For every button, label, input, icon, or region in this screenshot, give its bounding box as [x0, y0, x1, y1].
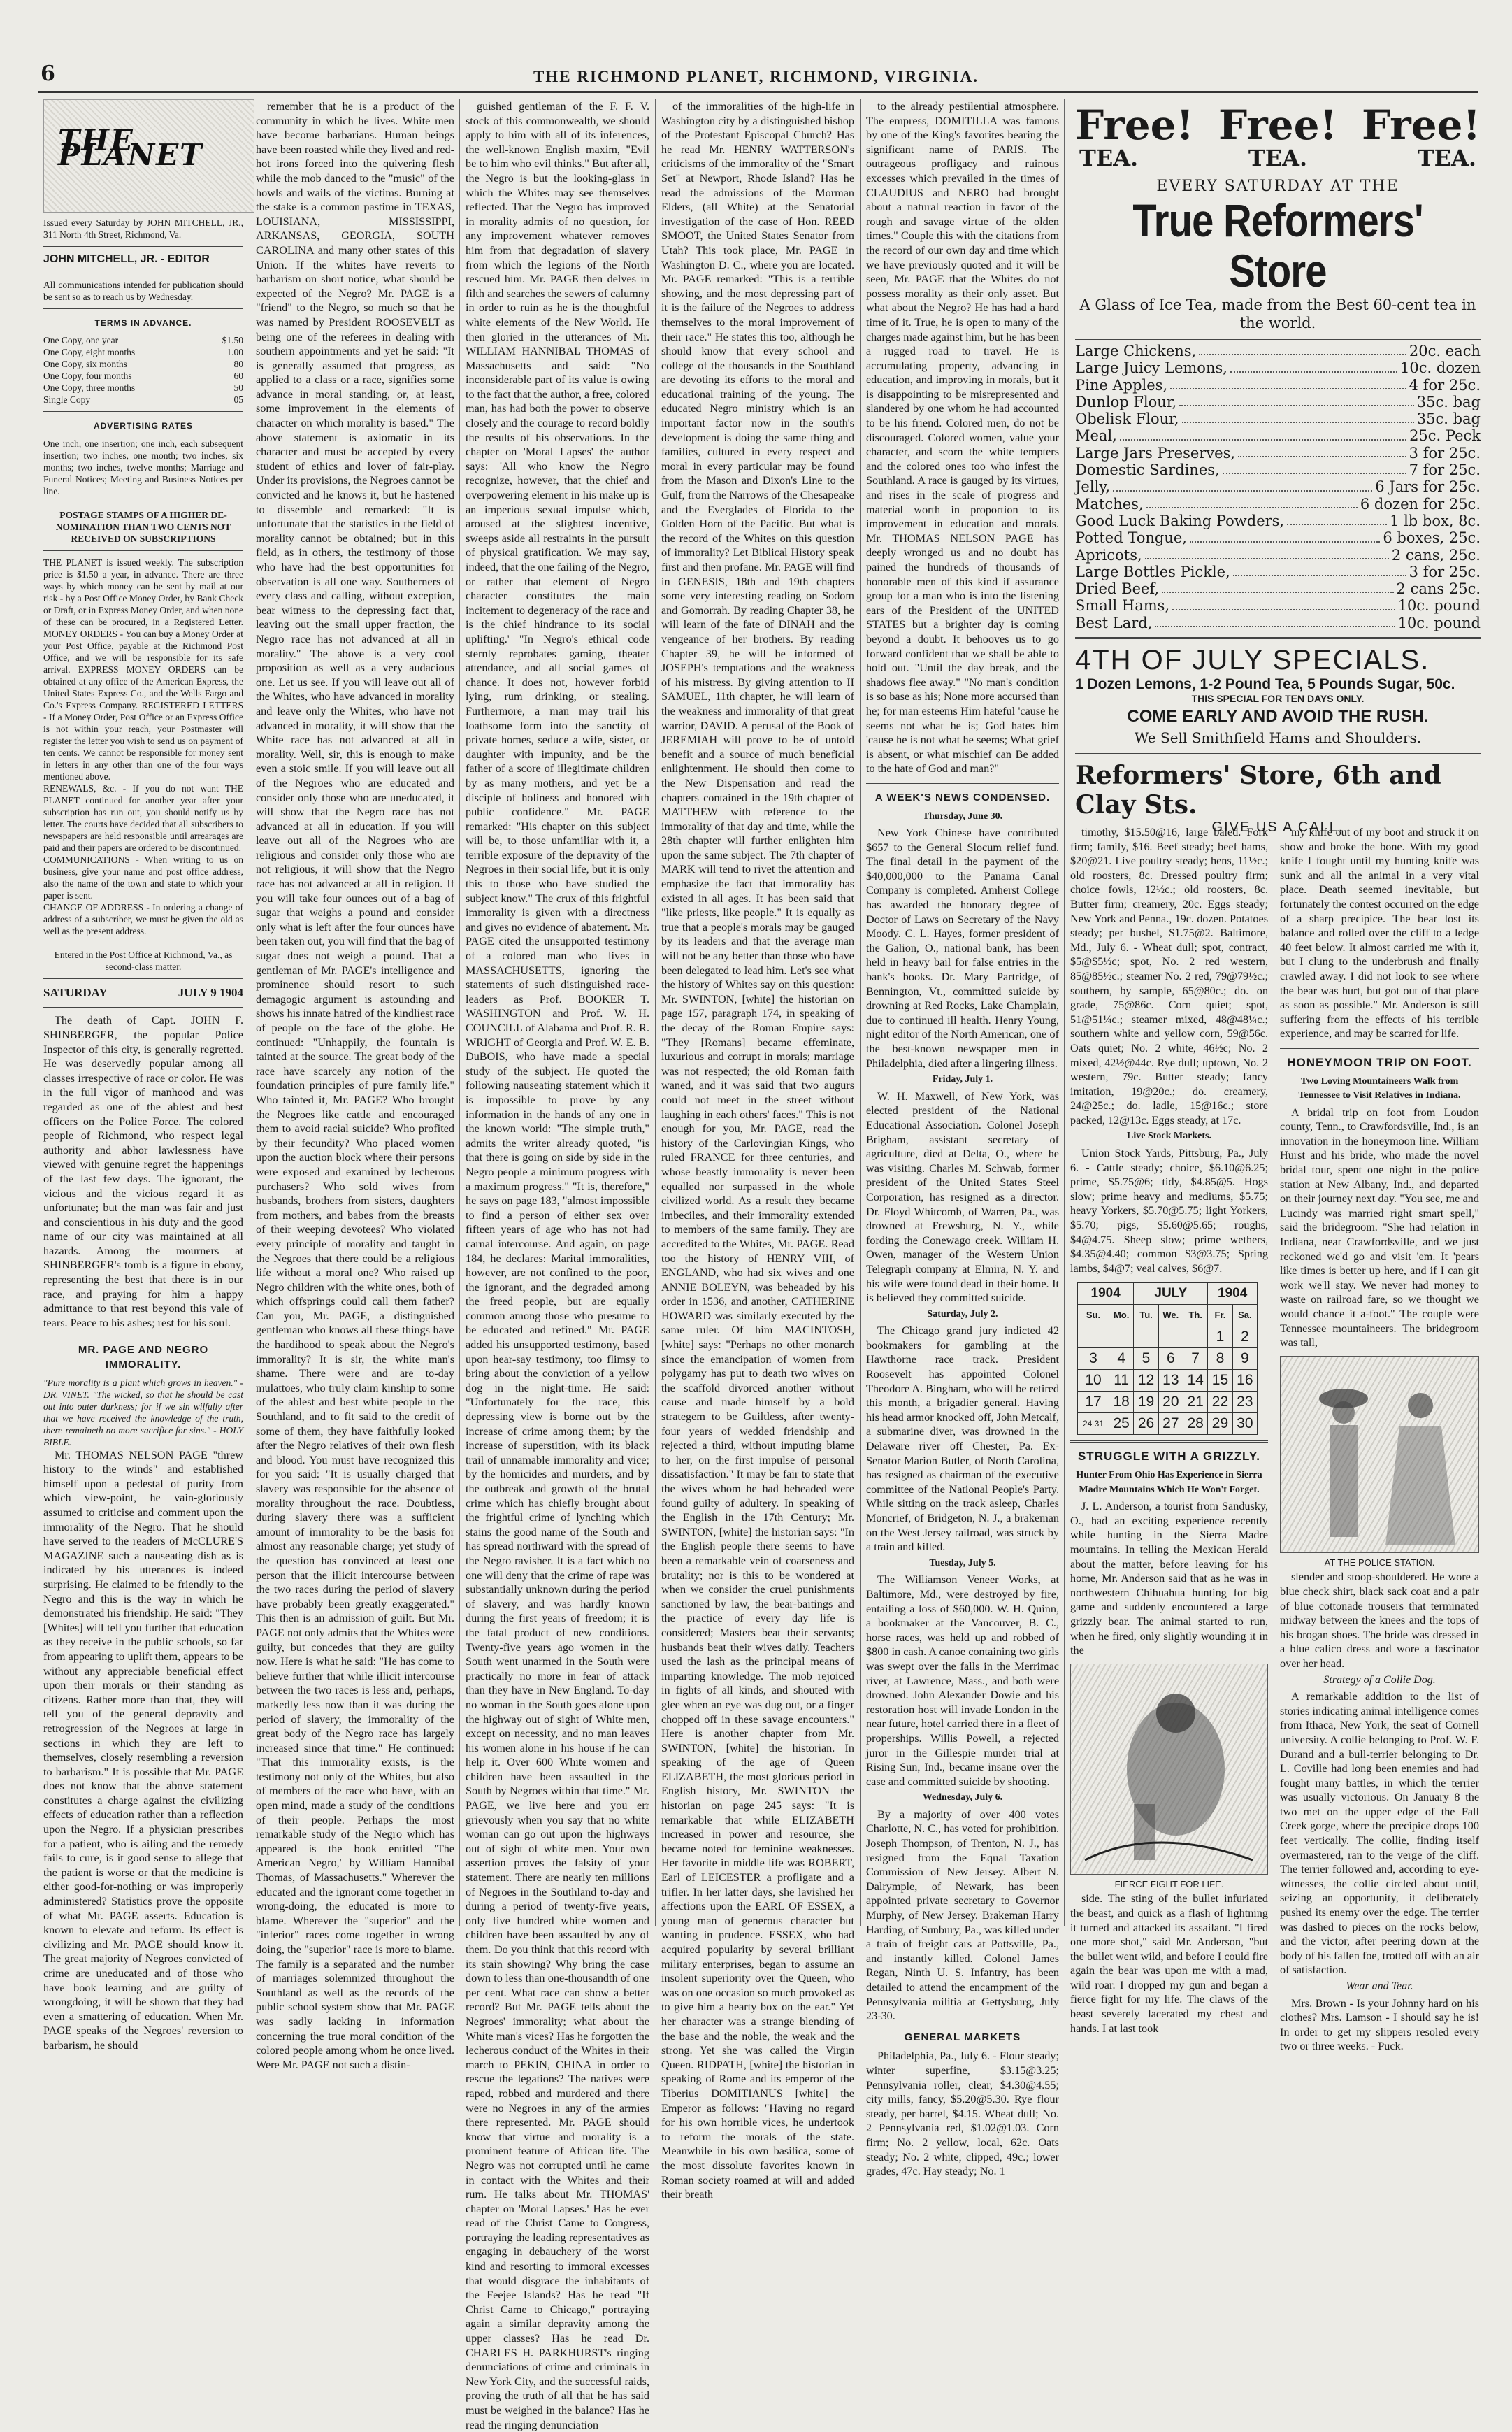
calendar-date: 1 — [1208, 1326, 1232, 1348]
terms-row — [43, 394, 243, 406]
terms-price: 1.00 — [226, 347, 243, 358]
give-us-a-call: GIVE US A CALL. — [1211, 820, 1344, 836]
calendar-week — [1078, 1348, 1258, 1370]
terms-row — [43, 382, 243, 394]
price-list — [1075, 343, 1481, 631]
tea-row — [1075, 145, 1481, 171]
column-6 — [1070, 825, 1268, 2035]
calendar-week — [1078, 1326, 1258, 1348]
honeymoon-text: A bridal trip on foot from Loudon county, Tenn., to Crawfordsville, Ind., is an innovation in the honeymoon line. William Hurst and his bride, who made the novel bridal tour, spent one night in the police station at New Albany, Ind., and departed on their journey next day. "You see, me and Lucindy was married right smart spell," said the bridegroom. "She had relation in Indiana, near Crawfordsville, and we just reckoned we'd go and visit 'em. It 'pears like times is better up here, and if I can git work we'll stay. We never had money to waste on railroad fare, so we thought we would chance it a-foot." The couple were Tennessee mountaineers. The bridegroom was tall, — [1280, 1106, 1479, 1350]
price-value: 10c. pound — [1397, 597, 1481, 615]
calendar-date: 9 — [1232, 1348, 1257, 1370]
calendar-date: 14 — [1183, 1370, 1207, 1392]
grizzly-text: J. L. Anderson, a tourist from Sandusky, O., had an exciting experience recently while hunting in the Sierra Madre mountains. In telling the Mexican Herald about the matter, before leaving for his home, Mr. Anderson said that as he was in northwestern Chihuahua hunting for big game and suddenly encountered a large grizzly bear. The animal started to run, when he fired, only slightly wounding it in the — [1070, 1500, 1268, 1657]
price-row — [1075, 427, 1481, 444]
price-value: 1 lb box, 8c. — [1390, 512, 1481, 529]
grizzly-title: STRUGGLE WITH A GRIZZLY. — [1077, 1450, 1261, 1464]
terms-title: TERMS IN ADVANCE. — [94, 317, 192, 328]
price-item: Best Lard, — [1075, 614, 1153, 631]
page-number: 6 — [41, 62, 55, 86]
editor-line: JOHN MITCHELL, JR. - EDITOR — [43, 253, 210, 265]
divider — [1070, 1440, 1268, 1443]
dateline-date: JULY 9 1904 — [178, 985, 243, 999]
bear-fight-illustration — [1070, 1664, 1268, 1875]
tea-word: TEA. — [1248, 145, 1308, 171]
terms-label: One Copy, four months — [43, 371, 132, 382]
price-item: Apricots, — [1075, 546, 1142, 564]
price-item: Dunlop Flour, — [1075, 393, 1177, 410]
calendar-day-name: Fr. — [1208, 1305, 1232, 1326]
markets-text: Philadelphia, Pa., July 6. - Flour steady; winter superfine, $3.15@3.25; Pennsylvania roller, clear, $4.30@4.55; city mills, fancy, $5.20@5.30. Rye flour steady, per barrel, $4.15. Wheat dull; No. 2 Pennsylvania red, $1.02@1.03. Corn firm; No. 2 yellow, local, 62c. Oats steady; No. 2 white, clipped, 49c.; lower grades, 47c. Hay steady; No. 1 — [866, 2050, 1059, 2178]
leader-dots — [1145, 547, 1389, 559]
price-value: 35c. bag — [1416, 393, 1481, 410]
masthead-title: THE PLANET — [58, 123, 203, 172]
couple-drawing — [1281, 1357, 1480, 1552]
header-rule — [38, 91, 1478, 93]
calendar-day-name: We. — [1158, 1305, 1183, 1326]
price-value: 35c. bag — [1416, 410, 1481, 428]
price-item: Pine Apples, — [1075, 376, 1168, 394]
divider — [43, 411, 243, 412]
dateline-day: SATURDAY — [43, 985, 108, 999]
leader-dots — [1199, 343, 1406, 355]
calendar-date: 22 — [1208, 1392, 1232, 1413]
terms-label: One Copy, six months — [43, 359, 127, 370]
calendar-date: 29 — [1208, 1413, 1232, 1435]
date-heading: Friday, July 1. — [932, 1074, 993, 1085]
leader-dots — [1182, 410, 1414, 423]
news-thursday: New York Chinese have contributed $657 to the General Slocum relief fund. The final detail in the payment of the $40,000,000 to the Panama Canal Company is completed. Amherst College has awarded the honorary degree of Doctor of Laws on Secretary of the Navy Moody. C. L. Hayes, former president of the Galion, O., national bank, has been held in heavy bail for false entries in the bank's books. Dr. Mary Partridge, of Bennington, Vt., committed suicide by drowning at Red Rocks, Lake Champlain, due to continued ill health. Henry Young, night editor of the North American, one of the best-known newspaper men in Philadelphia, died after a lingering illness. — [866, 827, 1059, 1070]
obituary-text: The death of Capt. JOHN F. SHINBERGER, the popular Police Inspector of this city, is generally regretted. He was deservedly popular among all classes irrespective of race or color. He was in the full vigor of manhood and was regarded as one of the ablest and best officers on the Police Force. The colored people of Richmond, who respect legal authority and abhor lawlessness have viewed with genuine regret the happenings of the last few days. The ignorant, the vicious and the vicious regard it as unfortunate; but the man was fair and just and conscientious in his duty and the good name of our city was maintained at all hazards. Among the mourners at SHINBERGER's tomb is a figure in ebony, representing the best that there is in our race, and praying for him a happy admittance to that rest beyond this vale of tears. Peace to his ashes; rest for his soul. — [43, 1014, 243, 1329]
price-item: Obelisk Flour, — [1075, 410, 1179, 428]
calendar-date: 3 — [1078, 1348, 1109, 1370]
honeymoon-text-continued: slender and stoop-shouldered. He wore a blue check shirt, black sack coat and a pair of blue cottonade trousers that terminated midway between the knees and the tops of his brogan shoes. The bride was dressed in a blue calico dress and wore a fascinator over her head. — [1280, 1571, 1479, 1670]
specials-line: 1 Dozen Lemons, 1-2 Pound Tea, 5 Pounds Sugar, 50c. — [1075, 676, 1455, 693]
calendar-date: 28 — [1183, 1413, 1207, 1435]
price-item: Large Bottles Pickle, — [1075, 563, 1230, 580]
dateline — [43, 986, 243, 1001]
divider — [43, 1006, 243, 1008]
price-item: Dried Beef, — [1075, 580, 1160, 598]
calendar-week — [1078, 1413, 1258, 1435]
leader-dots — [1287, 513, 1387, 525]
terms-label: One Copy, eight months — [43, 347, 136, 358]
leader-dots — [1172, 597, 1395, 610]
collie-title: Strategy of a Collie Dog. — [1323, 1673, 1436, 1686]
price-item: Small Hams, — [1075, 597, 1170, 615]
price-row — [1075, 597, 1481, 614]
price-value: 6 Jars for 25c. — [1375, 478, 1481, 496]
calendar-date: 25 — [1109, 1413, 1134, 1435]
calendar-date — [1078, 1326, 1109, 1348]
free-row — [1075, 101, 1481, 149]
calendar — [1077, 1282, 1268, 1435]
leader-dots — [1146, 496, 1358, 508]
price-row — [1075, 359, 1481, 376]
price-row — [1075, 343, 1481, 359]
news-saturday: The Chicago grand jury indicted 42 bookmakers for gambling at the Hawthorne race track. President Roosevelt has appointed Colonel Theodore A. Bingham, who will be retired this month, a brigadier general. Having his head armor knocked off, John Metcalf, a submarine diver, was drowned in the Delaware river off Chester, Pa. Ex-Senator Marion Butler, of North Carolina, has resigned as chairman of the executive committee of the National People's Party. While sitting on the track asleep, Charles Moncrief, of Bridgeton, N. J., a brakeman on the West Jersey railroad, was struck by a train and killed. — [866, 1324, 1059, 1554]
wear-text: Mrs. Brown - Is your Johnny hard on his clothes? Mrs. Lamson - I should say he is! In order to get my slippers resoled every two or three weeks. - Puck. — [1280, 1996, 1479, 2053]
price-value: 10c. dozen — [1400, 359, 1481, 377]
terms-row — [43, 334, 243, 346]
calendar-date: 2 — [1232, 1326, 1257, 1348]
calendar-day-name: Mo. — [1109, 1305, 1134, 1326]
calendar-date: 26 — [1134, 1413, 1158, 1435]
terms-row — [43, 346, 243, 358]
tea-word: TEA. — [1079, 145, 1139, 171]
news-friday: W. H. Maxwell, of New York, was elected president of the National Educational Association. Colonel Joseph Brigham, assistant secretary of agriculture, died at Delta, O., where he was visiting. Charles M. Schwab, former president of the United States Steel Corporation, has resigned as a director. Dr. Floyd Whitcomb, of Warren, Pa., was drowned at Frewsburg, N. Y., while fording the Conewago creek. William H. Owen, manager of the Western Union Telegraph company at Elmira, N. Y. and his wife were found dead in their home. It is believed they committed suicide. — [866, 1089, 1059, 1305]
column-rule — [860, 99, 861, 1926]
price-row — [1075, 462, 1481, 478]
leader-dots — [1120, 427, 1406, 440]
price-row — [1075, 445, 1481, 462]
price-row — [1075, 580, 1481, 597]
article-continued: guished gentleman of the F. F. V. stock of this commonwealth, we should apply to him with all of its inferences, the well-known English maxim, "Evil be to him who evil thinks." But after all, the Negro is but the looking-glass in which the Whites may see themselves reflected. That the Negro has improved in morality admits of no question, for any improvement whatever removes him from that degradation of slavery from which the legions of the North rescued him. Mr. PAGE then delves in filth and searches the sewers of calumny in order to ruin as he is the thoughtful white elements of the New World. He then gloried in the utterances of Mr. WILLIAM HANNIBAL THOMAS of Massachusetts and said: "No inconsiderable part of its value is owing to the fact that the author, a free, colored man, has had both the power to observe closely and the courage to record boldly the results of his observations. In the chapter on 'Moral Lapses' the author says: 'All who know the Negro recognize, however, that the chief and overpowering element in his make up is an imperious sexual impulse which, aroused at the slightest incentive, sweeps aside all restraints in the pursuit of physical gratification. We may say, indeed, that the one failing of the Negro, or rather that element of Negro character constitutes the main incitement to degeneracy of the race and is the chief hindrance to its social uplifting.' "In Negro's ethical code sternly reprobates gaming, theater attendance, and all social games of chance. It does not, however forbid lying, rum drinking, or stealing. Furthermore, a man may trail his loathsome form into the sanctity of private homes, seduce a wife, sister, or daughter with impunity, and be the father of a score of illegitimate children by as many mothers, and yet be a disciple of holiness and honored with public confidence." Mr. PAGE remarked: "His chapter on this subject will be, to those unfamiliar with it, a terrible exposure of the depravity of the Negroes in their social life, but it is only this to those who have studied the subject know." The crux of this frightful immorality is given with a directness and gives no evidence of abatement. Mr. PAGE cited the unsupported testimony of a colored man who lives in MASSACHUSETTS, ignoring the statements of such distinguished race-leaders as Prof. BOOKER T. WASHINGTON and Prof. W. H. COUNCILL of Alabama and Prof. R. R. WRIGHT of Georgia and Prof. W. E. B. DuBOIS, who have made a special study of the subject. He quoted the following nauseating statement which it is impossible to prove by any information in the hands of any one in the known world: "The simple truth," admits the writer already quoted, "is that there is going on side by side in the Negro people a minimum progress with a maximum progress." "It is, therefore," he says on page 183, "almost impossible to find a person of either sex over fifteen years of age who has not had carnal intercourse. And again, on page 184, he declares: Marital immoralities, however, are not confined to the poor, the ignorant, and the degraded among the freed people, but are equally common among those who presume to be educated and refined." Mr. PAGE added his unsupported testimony, based upon hear-say testimony, too flimsy to bring about the conviction of a yellow dog in the night-time. He said: "Unfortunately for the race, this depressing view is borne out by the increase of crime among them; by the increase of superstition, with its black trail of unnamable immorality and vice; by the homicides and murders, and by the outbreak and growth of the brutal crime which has chiefly brought about the frightful crime of lynching which stains the good name of the South and has spread northward with the spread of the Negro ravisher. It is a fact which no one will deny that the crime of rape was substantially unknown during the period of slavery, and was hardly known during the first years of freedom; it is the fatal product of new conditions. Twenty-five years ago women in the South went unarmed in the South were practically no more in fear of attack than they have in New England. To-day no woman in the South goes alone upon the highway out of sight of White men, except on necessity, and no man leaves his women alone in his house if he can help it. Over 600 White women and children have been assaulted in the South by Negroes within that time." Mr. PAGE, we live here and you err grievously when you say that no white woman can go out upon the highways out of sight of white men. Your own assertion proves the falsity of your statement. There are nearly ten millions of Negroes in the Southland to-day and during a period of twenty-five years, only five hundred white women and children have been assaulted by any of them. Do you think that this record with its stain showing? Why bring the case down to less than one-thousandth of one per cent. What race can show a better record? But Mr. PAGE tells about the Negroes' immorality; what about the White man's vices? Has he forgotten the lecherous conduct of the Whites in their march to PEKIN, CHINA in order to rescue the legations? The natives were raped, robbed and murdered and there were no Negroes in any of the armies there represented. Mr. PAGE should know that virtue and morality is a prominent feature of African life. The Negro was not corrupted until he came in contact with the Whites and their rum. He talks about Mr. THOMAS' chapter on 'Moral Lapses.' Has he ever read of the Christ Came to Congress, portraying the leading representatives as engaging in debauchery of the worst kind and resorting to immoral excesses that would disgrace the inhabitants of the Feejee Islands? Has he read "If Christ Came to Chicago," portraying again a similar depravity among the upper classes? Has he read Dr. CHARLES H. PARKHURST's ringing denunciations of crime and criminals in New York City, and the successful raids, proving the truth of all that he has said must be weighed in the balance? Has he read the ringing denunciation — [466, 100, 649, 2431]
price-item: Large Chickens, — [1075, 343, 1197, 359]
article-continued: of the immoralities of the high-life in Washington city by a distinguished bishop of the Protestant Episcopal Church? Has he read Mr. HENRY WATTERSON's criticisms of the immorality of the "Smart Set" at Newport, Rhode Island? Has he read the admissions of the Morman Elders, (all White) at the Senatorial investigation of the case of Hon. REED SMOOT, the United States Senator from Utah? This took place, Mr. PAGE in Washington D. C., where you are located. Mr. PAGE remarked: "This is a terrible showing, and the most depressing part of it is the failure of the Negroes to address themselves to the moral improvement of their race." He states this too, although he should know that every school and college of the thousands in the Southland are devoting its efforts to the moral and educational training of the young. The educated Negro ministry which is an important factor now in the south's development is doing the same thing and families, cultured in every respect and moral in every particular may be found from the Mason and Dixon's Line to the Gulf, from the Narrows of the Chesapeake and the Everglades of Florida to the Golden Horn of the Pacific. But what is the record of the Whites on this question of immorality? Let Biblical History speak first and then profane. Mr. PAGE will find in GENESIS, 18th and 19th chapters some very interesting reading on Sodom and Gomorrah. By reading Chapter 38, he will learn of the fate of DINAH and the vengeance of her brothers. By reading Chapter 39, he will be informed of JOSEPH's temptations and the weakness of his mistress. By giving attention to II SAMUEL, 11th chapter, he will learn of the weakness and immorality of that great warrior, DAVID. A perusal of the Book of JEREMIAH will prove to be of untold benefit and a source of much beneficial enlightenment. He should then come to the New Dispensation and read the chapters contained in the 19th chapter of MATTHEW with reference to the immorality of that day and time, while the 28th chapter will further enlighten him upon the same subject. The 7th chapter of MARK will tend to rivet the attention and emphasize the fact that immorality has existed in all ages. It has been said that "like priests, like people." It is equally as true that a people's morals may be gauged by its leaders and that the average man will not be any better than those who have been delegated to lead him. Let's see what the history of Whites say on this question: Mr. SWINTON, [white] the historian on page 157, paragraph 174, in speaking of the decay of the Roman Empire says: "They [Romans] became effeminate, luxurious and corrupt in morals; marriage was not respected; the old Roman faith waned, and it was said that two augurs could not meet in the street without laughing in each others' faces." This is not enough for you, Mr. PAGE, read the history of the Carlovingian Kings, who ruled FRANCE for three centuries, and whose beastly immorality is never been equalled nor surpassed in the whole civilized world. As a result they became imbeciles, and their immorality extended to members of the same family. They are accredited to the Whites, Mr. PAGE. Read too the history of HENRY VIII, of ENGLAND, who had six wives and one ANNIE BOLEYN, was beheaded by his order in 1536, and another, CATHERINE HOWARD was similarly executed by the same ruler. Of him MACINTOSH, [white] says: "Perhaps no other monarch since the emancipation of women from polygamy has put to death two wives on the scaffold divorced another without cause and made himself by a bold strategem to be Guiltless, after twenty-four years of wedded friendship and rejected a third, without imputing blame to her, on the first impulse of personal dissatisfaction." It may be fair to state that the wives whom he had beheaded were found guilty of adultery. In speaking of the English in the 17th Century; Mr. SWINTON, [white] the historian says: "In the English people there seems to have been a remarkable vein of coarseness and brutality; nor is this to be wondered at when we consider the cruel punishments sanctioned by law, the bear-baitings and the practice of every day life is considered; Masters beat their servants; husbands beat their wives daily. Teachers used the lash as the principal means of imparting knowledge. The mob rejoiced in fights of all kinds, and shouted with glee when an eye was dug out, or a finger chopped off in these savage encounters." Here is another chapter from Mr. SWINTON, [white] the historian. In speaking of the age of Queen ELIZABETH, the most glorious period in English history, Mr. SWINTON the historian on page 245 says: "It is remarkable that while ELIZABETH increased in power and resource, she became noted for feminine weaknesses. Her favorite in middle life was ROBERT, Earl of LEICESTER a profligate and a trifler. In her latter days, she lavished her affections upon the EARL OF ESSEX, a young man of generous character but wanting in prudence. ESSEX, who had acquired popularity by several brilliant military enterprises, began to assume an insolent superiority over the Queen, who was on one occasion so much provoked as to give him a hearty box on the ear." Yet her character was a strange blending of the base and the noble, the weak and the strong. Yet she was called the Virgin Queen. RIDPATH, [white] the historian in speaking of Rome and its emperor of the Tiberius DOMITIANUS [white] the Emperor as follows: "Having no regard for his own horrible vices, he undertook to reform the morals of the state. Meanwhile in his own basilica, some of the most dissolute favorites known in Roman society roamed at will and added their breath — [661, 100, 854, 2201]
calendar-date: 7 — [1183, 1348, 1207, 1370]
communications-notice: COMMUNICATIONS - When writing to us on business, give your name and post office address, also the name of the town and state to which your paper is sent. — [43, 854, 243, 901]
divider — [1075, 637, 1481, 639]
livestock-title: Live Stock Markets. — [1127, 1131, 1211, 1142]
renewal-notice: RENEWALS, &c. - If you do not want THE PLANET continued for another year after your subscription has run out, you should notify us by letter. The courts have decided that all subscribers to newspapers are held responsible until arrearages are paid and their papers are ordered to be discontinued. — [43, 782, 243, 853]
subscription-notices: THE PLANET is issued weekly. The subscription price is $1.50 a year, in advance. There are three ways by which money can be sent by mail at our risk - by a Post Office Money Order, by Bank Check or Draft, or in Express Money Order, and when none of these can be procured, in a Registered Letter. MONEY ORDERS - You can buy a Money Order at your Post Office, payable at the Richmond Post Office, and we will be responsible for its safe arrival. EXPRESS MONEY ORDERS can be obtained at any office of the American Express, the United States Express Co., and the Wells Fargo and Co.'s Express Company. REGISTERED LETTERS - If a Money Order, Post Office or an Express Office is not within your reach, your Postmaster will register the letter you wish to send us on payment of ten cents. We cannot be responsible for money sent in letters in any other than one of the four ways mentioned above. — [43, 557, 243, 782]
divider — [43, 246, 243, 247]
calendar-date: 4 — [1109, 1348, 1134, 1370]
week-news-title: A WEEK'S NEWS CONDENSED. — [874, 791, 1051, 803]
price-value: 25c. Peck — [1409, 427, 1481, 445]
price-item: Jelly, — [1075, 478, 1111, 496]
store-address: Reformers' Store, 6th and Clay Sts. — [1075, 761, 1441, 820]
date-heading: Thursday, June 30. — [922, 810, 1003, 822]
smithfield-hams: We Sell Smithfield Hams and Shoulders. — [1134, 729, 1422, 747]
collie-text: A remarkable addition to the list of stories indicating animal intelligence comes from Ithaca, New York, the seat of Cornell university. A collie belonging to Prof. W. F. Durand and a bull-terrier belonging to Dr. L. Coville had long been enemies and had fought many battles, in which the terrier was usually victorious. On January 8 the two met on the upper edge of the Fall Creek gorge, where the precipice drops 100 feet vertically. The collie, finding itself overmastered, ran to the verge of the cliff. The terrier followed and, according to eye-witnesses, the collie circled about until, seizing an opportunity, it deliberately pushed its enemy over the edge. The terrier was dashed to pieces on the rocks below, and the victor, after peering down at the body of his fallen foe, trotted off with an air of satisfaction. — [1280, 1690, 1479, 1977]
leader-dots — [1162, 580, 1393, 593]
grizzly-text-continued: side. The sting of the bullet infuriated the beast, and quick as a flash of lightning it turned and attacked its assailant. "I fired one more shot," said Mr. Anderson, "but the bullet went wild, and before I could fire again the bear was upon me with a mad, wild roar. I dropped my gun and began a fierce fight for my life. The claws of the beast severely lacerated my chest and hands. I at last took — [1070, 1892, 1268, 2035]
leader-dots — [1238, 445, 1406, 457]
calendar-date: 10 — [1078, 1370, 1109, 1392]
change-notice: CHANGE OF ADDRESS - In ordering a change of address of a subscriber, we must be given the old as well as the present address. — [43, 901, 243, 936]
ten-days-only: THIS SPECIAL FOR TEN DAYS ONLY. — [1191, 693, 1365, 705]
wear-title: Wear and Tear. — [1346, 1980, 1413, 1992]
calendar-date: 27 — [1158, 1413, 1183, 1435]
price-value: 3 for 25c. — [1409, 563, 1481, 580]
date-heading: Tuesday, July 5. — [929, 1557, 996, 1568]
column-rule — [655, 99, 656, 1926]
advertising-title: ADVERTISING RATES — [93, 421, 194, 431]
calendar-date — [1183, 1326, 1207, 1348]
advertising-text: One inch, one insertion; one inch, each subsequent insertion; two inches, one month; two inches, six months; two inches, twelve months; Marriage and Funeral Notices; Meeting and Business Notices per line. — [43, 438, 243, 496]
calendar-year: 1904 — [1208, 1283, 1258, 1305]
police-caption: AT THE POLICE STATION. — [1324, 1557, 1435, 1568]
calendar-date: 24 31 — [1078, 1413, 1109, 1435]
column-rule — [1064, 99, 1065, 1926]
come-early: COME EARLY AND AVOID THE RUSH. — [1127, 707, 1429, 727]
price-item: Large Jars Preserves, — [1075, 444, 1236, 462]
column-5 — [866, 99, 1060, 2178]
calendar-date: 23 — [1232, 1392, 1257, 1413]
honeymoon-subtitle: Two Loving Mountaineers Walk from Tennessee to Visit Relatives in Indiana. — [1298, 1075, 1461, 1101]
price-value: 7 for 25c. — [1409, 462, 1481, 479]
markets-title: GENERAL MARKETS — [904, 2031, 1021, 2043]
divider — [866, 782, 1059, 784]
glass-of-tea: A Glass of Ice Tea, made from the Best 60-cent tea in the world. — [1079, 296, 1476, 331]
divider — [1075, 752, 1481, 754]
column-rule — [459, 99, 460, 1926]
leader-dots — [1233, 564, 1406, 576]
calendar-day-name: Su. — [1078, 1305, 1109, 1326]
price-item: Large Juicy Lemons, — [1075, 359, 1227, 377]
leader-dots — [1170, 377, 1406, 389]
price-row — [1075, 564, 1481, 580]
calendar-date: 13 — [1158, 1370, 1183, 1392]
calendar-date — [1134, 1326, 1158, 1348]
calendar-date: 5 — [1134, 1348, 1158, 1370]
july-specials: 4TH OF JULY SPECIALS. — [1075, 645, 1430, 676]
store-name: True Reformers' Store — [1132, 194, 1423, 296]
terms-price: 60 — [233, 371, 243, 382]
calendar-date: 18 — [1109, 1392, 1134, 1413]
price-value: 20c. each — [1409, 343, 1481, 359]
calendar-date: 30 — [1232, 1413, 1257, 1435]
calendar-day-name: Sa. — [1232, 1305, 1257, 1326]
free-word: Free! — [1218, 101, 1337, 149]
free-word: Free! — [1362, 101, 1481, 149]
calendar-day-name: Th. — [1183, 1305, 1207, 1326]
leader-dots — [1155, 615, 1395, 627]
divider — [1280, 1047, 1479, 1049]
stamps-notice: POSTAGE STAMPS OF A HIGHER DE-NOMINATION THAN TWO CENTS NOT RECEIVED ON SUBSCRIPTIONS — [55, 509, 231, 544]
running-head: THE RICHMOND PLANET, RICHMOND, VIRGINIA. — [533, 68, 979, 85]
price-item: Good Luck Baking Powders, — [1075, 512, 1285, 529]
terms-row — [43, 358, 243, 370]
column-7 — [1280, 825, 1479, 2053]
price-row — [1075, 547, 1481, 564]
calendar-table — [1077, 1282, 1258, 1435]
price-row — [1075, 394, 1481, 410]
calendar-month: JULY — [1134, 1283, 1208, 1305]
calendar-date: 21 — [1183, 1392, 1207, 1413]
leader-dots — [1113, 478, 1372, 491]
terms-list — [43, 334, 243, 406]
terms-row — [43, 370, 243, 382]
price-row — [1075, 496, 1481, 513]
price-row — [1075, 529, 1481, 546]
calendar-date: 17 — [1078, 1392, 1109, 1413]
terms-label: Single Copy — [43, 394, 91, 406]
news-wednesday: By a majority of over 400 votes Charlotte, N. C., has voted for prohibition. Joseph Thompson, of Trenton, N. J., has resigned from the Equal Taxation Commission of New Jersey. Albert N. Dalrymple, of Newark, has been appointed private secretary to Governor Murphy, of New Jersey. Brakeman Harry Harding, of Sunbury, Pa., was killed under a train of freight cars at Pottsville, Pa., and instantly killed. Colonel James Regan, Ninth U. S. Infantry, has been detailed to attend the encampment of the Pennsylvania militia at Gettysburg, July 23-30. — [866, 1808, 1059, 2023]
leader-dots — [1223, 462, 1406, 474]
date-heading: Saturday, July 2. — [927, 1308, 998, 1319]
every-saturday: EVERY SATURDAY AT THE — [1156, 178, 1399, 195]
masthead — [43, 99, 254, 213]
publisher-line: Issued every Saturday by JOHN MITCHELL, JR., 311 North 4th Street, Richmond, Va. — [43, 217, 243, 240]
terms-price: 05 — [233, 394, 243, 406]
leader-dots — [1230, 359, 1397, 372]
price-row — [1075, 377, 1481, 394]
calendar-date: 20 — [1158, 1392, 1183, 1413]
terms-label: One Copy, one year — [43, 335, 119, 346]
terms-price: 50 — [233, 382, 243, 394]
leader-dots — [1190, 529, 1380, 542]
leader-dots — [1179, 394, 1414, 406]
price-item: Domestic Sardines, — [1075, 462, 1220, 479]
price-value: 3 for 25c. — [1409, 444, 1481, 462]
date-heading: Wednesday, July 6. — [922, 1792, 1003, 1803]
bear-fight-drawing — [1071, 1664, 1269, 1874]
markets-continued: timothy, $15.50@16, large baled. Fork firm; family, $16. Beef steady; beef hams, $20@21. Live poultry steady; hens, 11½c.; old roosters, 8c. Dressed poultry firm; choice fowls, 12½c.; old roosters, 8c. Butter firm; creamery, 20c. Eggs steady; New York and Penna., 19c. dozen. Potatoes steady; per bushel, $1.75@2. Baltimore, Md., July 6. - Wheat dull; spot, contract, $5@$5½c; spot, No. 2 red western, 85@85½c.; steamer No. 2 red, 79@79½c.; southern, by sample, 65@80c.; do. on grade, 75@86c. Corn quiet; spot, 51@51¼c.; steamer mixed, 48@48¼c.; southern white and yellow corn, 59@56c. Oats quiet; No. 2 white, 46½c; No. 2 mixed, 42½@44c. Rye dull; uptown, No. 2 western, 79c. Butter steady; fancy imitation, 19@20c.; do. creamery, 24@25c.; do. ladle, 15@16c.; store packed, 12@13c. Eggs steady, at 17c. — [1070, 826, 1268, 1126]
calendar-date: 8 — [1208, 1348, 1232, 1370]
calendar-date — [1158, 1326, 1183, 1348]
livestock-text: Union Stock Yards, Pittsburg, Pa., July 6. - Cattle steady; choice, $6.10@6.25; prime, $5.75@6; tidy, $4.85@5. Hogs slow; prime heavy and mediums, $5.75; heavy Yorkers, $5.70@5.75; light Yorkers, $5.70; pigs, $5.60@5.65; roughs, $4@4.75. Sheep slow; prime wethers, $4.35@4.40; common $3@3.75; Spring lambs, $4@7; veal calves, $6@7. — [1070, 1147, 1268, 1275]
price-item: Meal, — [1075, 427, 1117, 445]
calendar-header — [1078, 1283, 1258, 1305]
calendar-days-row — [1078, 1305, 1258, 1326]
fight-caption: FIERCE FIGHT FOR LIFE. — [1114, 1878, 1224, 1889]
column-1 — [43, 99, 243, 2052]
article-epigraph: "Pure morality is a plant which grows in heaven." - DR. VINET. "The wicked, so that he should be cast out into outer darkness; for if we sin wilfully after that we have received the knowledge of the truth, there remaineth no more sacrifice for sins." - HOLY BIBLE. — [43, 1377, 243, 1447]
column-2 — [256, 99, 454, 2071]
price-row — [1075, 513, 1481, 529]
calendar-year: 1904 — [1078, 1283, 1134, 1305]
calendar-date: 16 — [1232, 1370, 1257, 1392]
price-row — [1075, 478, 1481, 495]
reformers-store-ad — [1075, 101, 1481, 836]
communications-note: All communications intended for publication should be sent so as to reach us by Wednesday. — [43, 279, 243, 302]
article-title: MR. PAGE AND NEGRO IMMORALITY. — [78, 1344, 209, 1371]
column-3 — [466, 99, 649, 2431]
divider — [43, 978, 243, 980]
divider — [43, 308, 243, 309]
calendar-date: 11 — [1109, 1370, 1134, 1392]
grizzly-subtitle: Hunter From Ohio Has Experience in Sierra Madre Mountains Which He Won't Forget. — [1076, 1470, 1262, 1495]
calendar-date: 15 — [1208, 1370, 1232, 1392]
price-value: 6 boxes, 25c. — [1383, 529, 1481, 547]
price-row — [1075, 410, 1481, 427]
price-value: 10c. pound — [1397, 614, 1481, 631]
price-value: 2 cans 25c. — [1396, 580, 1481, 598]
price-value: 2 cans, 25c. — [1391, 546, 1481, 564]
divider — [1075, 338, 1481, 340]
tea-word: TEA. — [1417, 145, 1476, 171]
calendar-week — [1078, 1370, 1258, 1392]
article-continued: remember that he is a product of the community in which he lives. White men have become barbarians. Human beings have been roasted while they lived and red-hot irons forced into the quivering flesh while the mob danced to the "music" of the howls and wails of the victims. Burning at the stake is a common pastime in TEXAS, LOUISIANA, MISSISSIPPI, ARKANSAS, GEORGIA, SOUTH CAROLINA and many other states of this Union. If the whites have reverts to barbarism on short notice, what should be expected of the Negro? Mr. PAGE is a "friend" to the Negro, so much so that he was named by President ROOSEVELT as being one of the referees in dealing with southern appointments and yet he said: "It is generally assumed that progress, as applied to a class or a race, signifies some advance in moral standing, or, at least, some improvement in the elements of character on which morality is based." The above statement is axiomatic in its character and must be accepted by every student of ethics and lover of fair-play. Under its provisions, the Negroes cannot be convicted and he knows it, but he hastened to dissemble and remarked: "It is unfortunate that the statistics in the field of morality cannot be obtained; but in this field, as in others, the testimony of those who have had the best opportunities for observation is all one way. Southerners of every class and calling, without exception, bear witness to the depressing fact that, leaving out the small upper fraction, the Negro race has not advanced at all in morality." The above is a very cool proposition as well as a very audacious one. Let us see. If you will leave out all of the Whites, who have advanced in morality and leave only the Whites, who have not advanced in morality, it will show that the White race has not advanced at all in morality. Well, sir, this is enough to make even a stoic smile. If you will leave out all of the Negroes who are educated and consider only those who are uneducated, it will show that the Negro race has not advanced at all in education. If you will leave out all of the Negroes who are religious and consider only those who are not religious, it will show that the Negro race has not advanced at all in religion. If you will take four ounces out of a bag of sugar that weighs a pound and consider only what is left after the four ounces have been taken out, you will find that the bag of sugar does not weigh a pound. That a gentleman of Mr. PAGE's intelligence and prominence should resort to such demagogic argument is astounding and shows his innate hatred of the kindliest race of people on the face of the globe. He continued: "Unhappily, the fountain is tainted at the source. The great body of the race have scarcely any notion of the foundation principles of pure family life." Who tainted it, Mr. PAGE? Who brought the Negroes like cattle and encouraged them to avoid racial suicide? Who profited by their fecundity? Who placed women upon the auction block where their persons were exposed and examined by lecherous purchasers? Who sold wives from husbands, brothers from sisters, daughters from mothers, and babes from the breasts of their weeping devotees? Who violated every principle of morality and taught in the Negroes that there could be a religious life without a moral one? Who raised up Negro children with the white ones, both of which offsprings could call them father? Can you, Mr. PAGE, a distinguished gentleman who knows all these things have the hardihood to speak about the Negro's immorality? It is sir, the white man's shame. There were and are to-day mulattoes, who truly claim kinship to some of the ablest and best white people in the Southland, and to fit said to the credit of some of them, they have faithfully looked after the Negro relatives of their own flesh and blood. You must have recognized this for you said: "It is usually charged that slavery was responsible for the absence of morality throughout the race. Doubtless, during slavery there was a sufficient amount of immorality to be the basis for almost any reasonable charge; yet study of the question has convinced at least one person that the illicit intercourse between the two races during the period of slavery have probably been greatly exaggerated." This then is an admission of guilt. But Mr. PAGE not only admits that the Whites were guilty, but concedes that they are guilty now. Here is what he said: "He has come to believe further that while illicit intercourse between the two races is less and, perhaps, markedly less now than it was during the period of slavery, the immorality of the great body of the Negro race has largely increased since that time." He continued: "That this immorality exists, is the testimony not only of the Whites, but also of members of the race who have, with an open mind, made a study of the conditions of their people. Perhaps the most remarkable study of the Negro which has appeared is the book entitled 'The American Negro,' by William Hannibal Thomas, of Massachusetts." Wherever the educated and the ignorant come together in wrong-doing, the educated is more to blame. Wherever the "superior" and the "inferior" races come together in wrong doing, the "superior" race is more to blame. The family is a separated and the number of marriages solemnized throughout the Southland as well as the records of the public school system show that Mr. PAGE was sadly lacking in information concerning the true moral condition of the colored people among whom he once lived. Were Mr. PAGE not such a distin- — [256, 100, 454, 2071]
price-value: 4 for 25c. — [1409, 376, 1481, 394]
news-tuesday: The Williamson Veneer Works, at Baltimore, Md., were destroyed by fire, entailing a loss of $60,000. W. H. Quinn, a bookmaker at the Vancouver, B. C., horse races, was held up and robbed of $800 in cash. A canoe containing two girls was swept over the falls in the Merrimac river, at Lawrence, Mass., and both were drowned. John Alexander Dowie and his restoration host will invade London in the near future, hotel carried there in a fleet of properships. Willis Powell, a rejected juror in the Gillespie murder trial at Rising Sun, Ind., became insane over the case and committed suicide by shooting. — [866, 1573, 1059, 1788]
price-item: Matches, — [1075, 495, 1144, 513]
article-body: Mr. THOMAS NELSON PAGE "threw history to the winds" and established himself upon a pedestal of purity from which view-point, he vain-gloriously assumed to criticise and comment upon the immorality of the Negro. That he should have served to the readers of McCLURE'S MAGAZINE such a nauseating dish as is indicated by his utterances is indeed surprising. He claimed to be friendly to the Negro and this is the way in which he demonstrated his friendship. He said: "They [Whites] will tell you further that education as they receive in the public schools, so far from appearing to uplift them, appears to be without any appreciable beneficial effect upon their morals or their standing as citizens. Rather more than that, they will tell you of the general depravity and retrogression of the Negroes at large in sections in which they are left to themselves, closely resembling a reversion to barbarism." It is possible that Mr. PAGE does not know that the above statement constitutes a charge against the civilizing effects of education rather than a reflection upon the Negro. If a physician prescribes for a patient, who is ailing and the remedy fails to cure, is it good sense to allege that the patient is worse or that the medicine is either good-for-nothing or was improperly administered? Statistics prove the opposite of what Mr. PAGE asserts. Education is known to elevate and reform. Its effect is civilizing and Mr. PAGE should know it. The great majority of Negroes convicted of crime are uneducated and of those who have book learning and are guilty of wrongdoing, it will be shown that they had even a smattering of education. When Mr. PAGE speaks of the Negroes' reversion to barbarism, he should — [43, 1448, 243, 2052]
police-station-illustration — [1280, 1356, 1479, 1553]
price-value: 6 dozen for 25c. — [1360, 495, 1481, 513]
terms-price: $1.50 — [222, 335, 243, 346]
price-row — [1075, 615, 1481, 631]
terms-label: One Copy, three months — [43, 382, 136, 394]
column-4 — [661, 99, 854, 2201]
calendar-date: 6 — [1158, 1348, 1183, 1370]
divider — [43, 550, 243, 551]
calendar-week — [1078, 1392, 1258, 1413]
calendar-date — [1109, 1326, 1134, 1348]
calendar-date: 19 — [1134, 1392, 1158, 1413]
article-conclusion: to the already pestilential atmosphere. The empress, DOMITILLA was famous by one of the King's favorites bearing the significant name of PARIS. The outrageous profligacy and ruinous excesses which prevailed in the times of CLAUDIUS and NERO had brought about a natural reaction in favor of the rough and savage virtue of the olden times." Couple this with the citations from the record of our own day and time which we have previously quoted and it will be seen, Mr. PAGE that the Whites do not possess morality as their only asset. But what about the Negro? He has had a hard time of it. True, he is open to many of the charges made against him, but he has been a rugged road to travel. He is accumulating property, advancing in education, and improving in morals, but it is disappointing to be misrepresented and slandered by one whom he had accounted to be his friend. Colored men, do not be discouraged. Colored women, value your character, and scorn the white tempters and the colored ones too who infest the Southland. A race is gauged by its virtues, and rises in the scale of progress and material worth in proportion to its improvement in education and morals. Mr. THOMAS NELSON PAGE has deeply wronged us and no doubt has pained the hundreds of thousands of honorable men of this kind if assurance group for a man who is into the listening ears of the President of the UNITED STATES but a brighter day is coming beyond a doubt. It behooves us to go forward confident that we shall be able to hold out. "Until the day break, and the shadows flee away." "No man's condition is so base as his; None more accursed than he; for man esteems Him hateful 'cause he seems not what he is; God hates him 'cause he is not what he seems; What grief is absent, or what mischief can Be added to the hate of God and man?" — [866, 100, 1060, 775]
calendar-date: 12 — [1134, 1370, 1158, 1392]
free-word: Free! — [1075, 101, 1194, 149]
honeymoon-title: HONEYMOON TRIP ON FOOT. — [1287, 1055, 1472, 1069]
grizzly-conclusion: my knife out of my boot and struck it on show and broke the bone. With my good knife I fought until my hunting knife was sunk and all the animal in a very vital place. Death seemed inevitable, but fortunately the contest occurred on the edge of a sharp precipice. The bear lost its balance and rolled over the cliff to a ledge 40 feet below. It almost carried me with it, but I clung to the underbrush and finally crawled away. I did not look to see where the bear was hurt, but got out of that place as soon as possible." Mr. Anderson is still suffering from the effects of his terrible experience, and may be scarred for life. — [1280, 826, 1479, 1040]
calendar-day-name: Tu. — [1134, 1305, 1158, 1326]
terms-price: 80 — [233, 359, 243, 370]
price-item: Potted Tongue, — [1075, 529, 1187, 547]
entered-notice: Entered in the Post Office at Richmond, Va., as second-class matter. — [54, 949, 233, 972]
